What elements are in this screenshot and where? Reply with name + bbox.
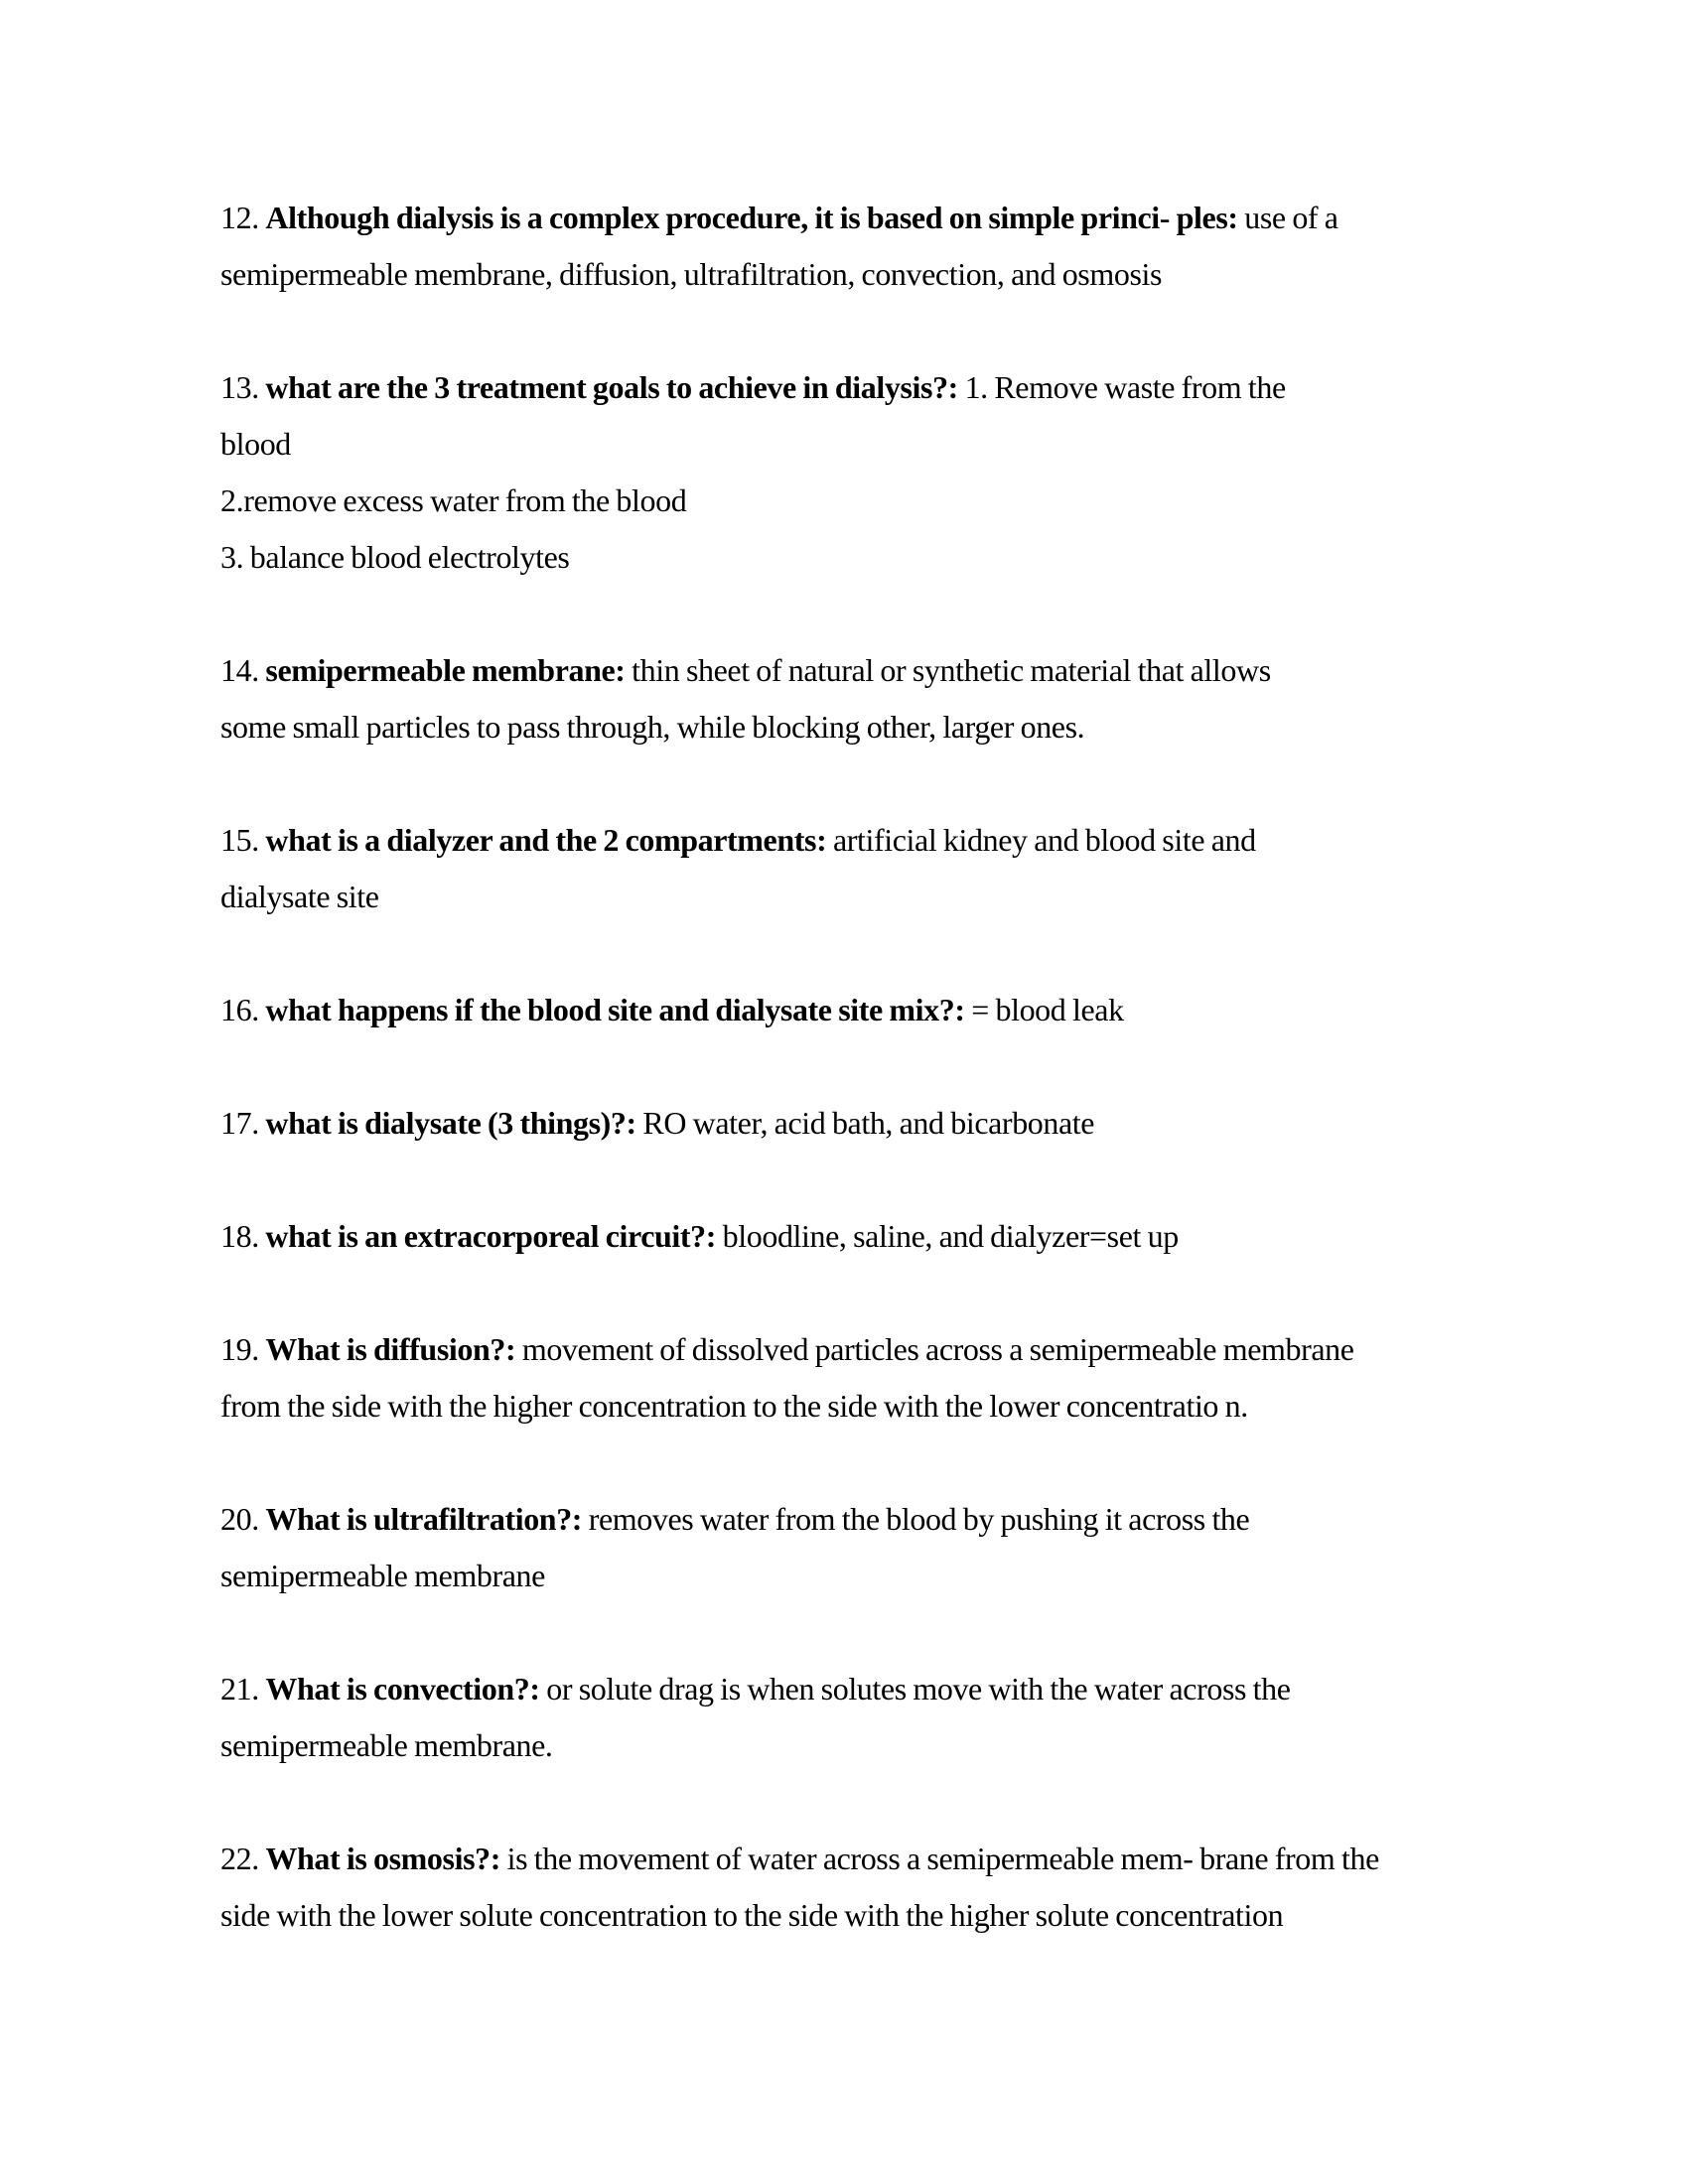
- text-line: [220, 246, 1511, 303]
- item-number: 19.: [220, 1331, 259, 1367]
- answer-text: is the movement of water across a semipermeable mem- brane from the: [506, 1841, 1379, 1876]
- qa-item: [220, 359, 1511, 586]
- answer-text: side with the lower solute concentration to the side with the higher solute concentration: [220, 1897, 1284, 1933]
- text-line: [220, 1661, 1511, 1717]
- item-number: 22.: [220, 1841, 259, 1876]
- item-number: 12.: [220, 200, 259, 235]
- answer-text: semipermeable membrane.: [220, 1727, 553, 1763]
- text-line: [220, 812, 1511, 869]
- question-text: what is dialysate (3 things)?:: [265, 1105, 636, 1141]
- question-text: what is an extracorporeal circuit?:: [265, 1218, 717, 1254]
- answer-text: semipermeable membrane, diffusion, ultrafiltration, convection, and osmosis: [220, 256, 1163, 292]
- text-line: [220, 359, 1511, 416]
- question-text: what is a dialyzer and the 2 compartments:: [265, 822, 827, 858]
- text-line: [220, 1321, 1511, 1378]
- answer-text: artificial kidney and blood site and: [832, 822, 1256, 858]
- text-line: [220, 699, 1511, 755]
- qa-item: [220, 812, 1511, 925]
- text-line: [220, 1378, 1511, 1434]
- question-text: what happens if the blood site and dialysate site mix?:: [265, 992, 965, 1027]
- qa-item: [220, 982, 1511, 1038]
- item-number: 20.: [220, 1501, 259, 1537]
- answer-text: or solute drag is when solutes move with the water across the: [546, 1671, 1291, 1706]
- question-text: semipermeable membrane:: [265, 652, 626, 688]
- qa-item: [220, 190, 1511, 303]
- item-number: 16.: [220, 992, 259, 1027]
- document-body: [220, 190, 1511, 2000]
- qa-item: [220, 642, 1511, 755]
- answer-text: 1. Remove waste from the: [964, 369, 1286, 405]
- answer-text: dialysate site: [220, 879, 379, 914]
- text-line: [220, 1208, 1511, 1265]
- text-line: [220, 642, 1511, 699]
- answer-text: thin sheet of natural or synthetic material that allows: [632, 652, 1271, 688]
- answer-text: = blood leak: [971, 992, 1124, 1027]
- item-number: 21.: [220, 1671, 259, 1706]
- answer-text: blood: [220, 426, 291, 462]
- answer-text: from the side with the higher concentration to the side with the lower concentratio n.: [220, 1388, 1248, 1424]
- text-line: [220, 473, 1511, 529]
- text-line: [220, 529, 1511, 586]
- qa-item: [220, 1095, 1511, 1152]
- text-line: [220, 1887, 1511, 1944]
- text-line: [220, 1491, 1511, 1548]
- qa-item: [220, 1831, 1511, 1944]
- text-line: [220, 869, 1511, 925]
- item-number: 15.: [220, 822, 259, 858]
- answer-text: bloodline, saline, and dialyzer=set up: [722, 1218, 1179, 1254]
- qa-item: [220, 1321, 1511, 1434]
- question-text: What is diffusion?:: [265, 1331, 516, 1367]
- question-text: Although dialysis is a complex procedure, it is based on simple princi- ples:: [265, 200, 1238, 235]
- answer-text: semipermeable membrane: [220, 1558, 545, 1593]
- text-line: [220, 1095, 1511, 1152]
- answer-text: removes water from the blood by pushing it across the: [588, 1501, 1250, 1537]
- answer-text: RO water, acid bath, and bicarbonate: [642, 1105, 1095, 1141]
- question-text: What is osmosis?:: [265, 1841, 500, 1876]
- question-text: What is ultrafiltration?:: [265, 1501, 583, 1537]
- answer-text: use of a: [1244, 200, 1338, 235]
- item-number: 13.: [220, 369, 259, 405]
- text-line: [220, 1548, 1511, 1604]
- text-line: [220, 190, 1511, 246]
- text-line: [220, 1717, 1511, 1774]
- text-line: [220, 982, 1511, 1038]
- item-number: 17.: [220, 1105, 259, 1141]
- answer-text: 2.remove excess water from the blood: [220, 482, 687, 518]
- answer-text: 3. balance blood electrolytes: [220, 539, 570, 575]
- qa-item: [220, 1208, 1511, 1265]
- qa-item: [220, 1491, 1511, 1604]
- text-line: [220, 416, 1511, 473]
- question-text: What is convection?:: [265, 1671, 540, 1706]
- item-number: 14.: [220, 652, 259, 688]
- item-number: 18.: [220, 1218, 259, 1254]
- answer-text: movement of dissolved particles across a semipermeable membrane: [521, 1331, 1354, 1367]
- question-text: what are the 3 treatment goals to achieve in dialysis?:: [265, 369, 958, 405]
- text-line: [220, 1831, 1511, 1887]
- answer-text: some small particles to pass through, while blocking other, larger ones.: [220, 709, 1085, 745]
- qa-item: [220, 1661, 1511, 1774]
